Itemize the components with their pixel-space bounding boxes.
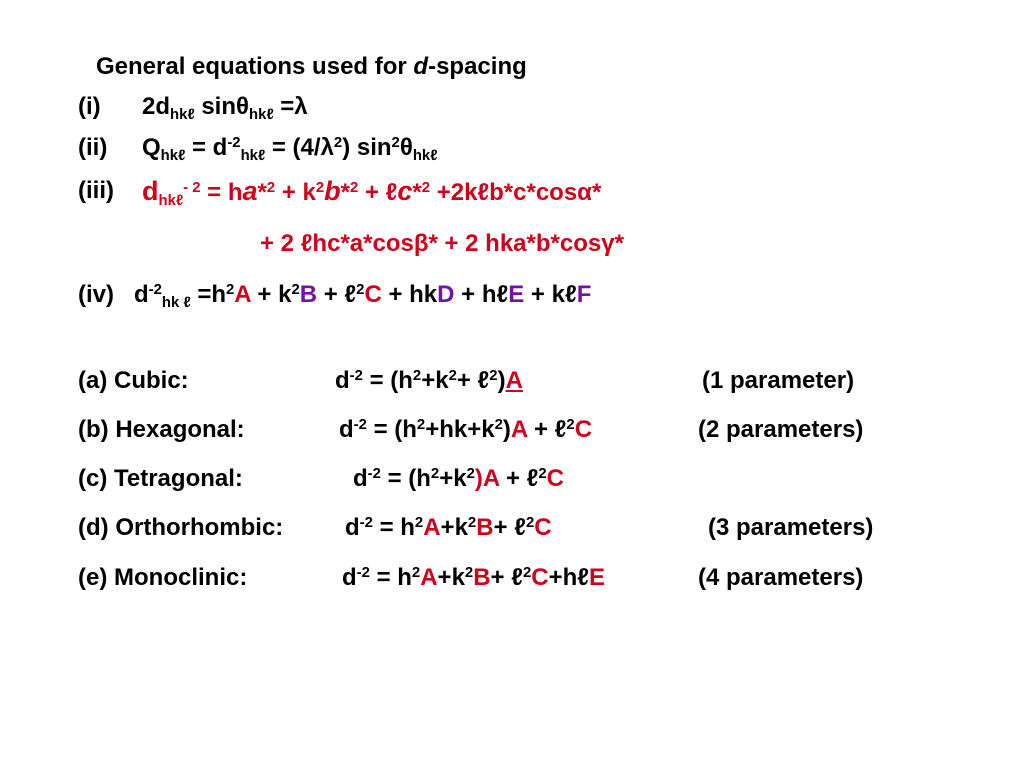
eq-sup: 2 <box>421 179 431 196</box>
title-prefix: General equations used for <box>96 53 414 80</box>
eq-text: ) <box>502 416 511 443</box>
eq-sup: 2 <box>356 281 365 298</box>
eq-sub: hkℓ <box>240 148 266 165</box>
title-d: d <box>413 53 429 80</box>
system-name: (d) Orthorhombic: <box>78 514 284 541</box>
eq-sup: 2 <box>333 134 343 151</box>
eq-text: B <box>473 564 491 591</box>
eq-text: + ℓ <box>490 564 523 591</box>
eq-sup: 2 <box>315 179 325 196</box>
eq-text: d <box>134 281 149 308</box>
eq-text: + kℓ <box>524 281 577 308</box>
eq-sup: 2 <box>412 367 422 384</box>
system-name: (c) Tetragonal: <box>78 465 243 492</box>
eq-text: C <box>364 281 382 308</box>
eq-text: d <box>335 367 350 394</box>
equation-iii-continuation <box>260 229 624 259</box>
eq-text: A <box>420 564 438 591</box>
eq-text: d <box>339 416 354 443</box>
eq-sup: -2 <box>367 465 381 482</box>
equation-body <box>142 176 601 208</box>
equation-label: (iv) <box>78 281 114 308</box>
eq-sup: -2 <box>353 416 367 433</box>
eq-sup: -2 <box>227 134 241 151</box>
eq-text: = (4/λ <box>265 134 334 161</box>
eq-sub: hkℓ <box>158 193 184 210</box>
eq-sub: hkℓ <box>248 107 274 124</box>
eq-sup: 2 <box>226 281 235 298</box>
eq-sup: 2 <box>538 465 547 482</box>
eq-sup: 2 <box>494 416 503 433</box>
system-params: (3 parameters) <box>708 514 874 541</box>
eq-text: θ <box>399 134 413 161</box>
eq-text: + k <box>250 281 292 308</box>
eq-text: d <box>142 176 159 206</box>
system-params: (2 parameters) <box>698 416 864 443</box>
eq-sup: 2 <box>448 367 457 384</box>
eq-text: = h <box>372 514 415 541</box>
equation-label: (i) <box>78 93 101 120</box>
system-name: (e) Monoclinic: <box>78 564 248 591</box>
eq-sup: 2 <box>522 564 532 581</box>
system-params: (4 parameters) <box>698 564 864 591</box>
eq-sup: 2 <box>466 465 475 482</box>
eq-text: ) sin <box>342 134 392 161</box>
eq-sup: 2 <box>430 465 440 482</box>
eq-text: +k <box>440 514 468 541</box>
eq-text: C <box>531 564 549 591</box>
system-equation <box>339 415 592 445</box>
eq-sup: 2 <box>464 564 474 581</box>
eq-text: d <box>353 465 368 492</box>
eq-text: * <box>340 179 350 206</box>
eq-sup: - 2 <box>183 179 201 196</box>
eq-text: E <box>589 564 606 591</box>
eq-text: sinθ <box>194 93 249 120</box>
equation-body <box>142 92 308 122</box>
eq-text: + ℓ <box>358 179 398 206</box>
eq-text: C <box>534 514 552 541</box>
eq-text: +k <box>421 367 449 394</box>
eq-text: + ℓ <box>499 465 539 492</box>
system-name: (a) Cubic: <box>78 367 189 394</box>
eq-text: * <box>412 179 422 206</box>
eq-text: + ℓ <box>317 281 357 308</box>
eq-sup: 2 <box>266 179 276 196</box>
eq-text: + ℓ <box>493 514 526 541</box>
system-equation <box>342 563 605 593</box>
eq-text: b <box>324 176 341 206</box>
eq-text: E <box>508 281 525 308</box>
eq-text: = d <box>185 134 228 161</box>
eq-text: +hk+k <box>425 416 495 443</box>
equation-body <box>142 133 437 163</box>
eq-text: +hℓ <box>548 564 589 591</box>
eq-text: ) <box>497 367 506 394</box>
eq-text: + hℓ <box>454 281 509 308</box>
eq-text: = h <box>369 564 412 591</box>
eq-text: A <box>510 416 528 443</box>
system-equation <box>335 366 523 396</box>
eq-text: + ℓ <box>456 367 490 394</box>
eq-text: +k <box>437 564 465 591</box>
title-suffix: -spacing <box>428 53 527 80</box>
equation-label: (ii) <box>78 134 108 161</box>
eq-sub: hkℓ <box>160 148 186 165</box>
eq-text: Q <box>142 134 161 161</box>
eq-sup: 2 <box>391 134 400 151</box>
eq-text: +k <box>439 465 467 492</box>
eq-text: c <box>397 176 413 206</box>
eq-sup: 2 <box>414 514 424 531</box>
eq-text: d <box>342 564 357 591</box>
eq-text: + k <box>275 179 316 206</box>
eq-sup: -2 <box>148 281 162 298</box>
system-equation <box>353 464 564 494</box>
eq-text: +2kℓb*c*cosα* <box>430 179 602 206</box>
eq-text: A <box>423 514 441 541</box>
equation-body <box>134 280 591 310</box>
system-params: (1 parameter) <box>702 367 855 394</box>
eq-sup: 2 <box>566 416 575 433</box>
equation-label: (iii) <box>78 177 114 204</box>
eq-text: a <box>242 176 258 206</box>
eq-sup: 2 <box>416 416 426 433</box>
eq-text: d <box>345 514 360 541</box>
eq-text: * <box>257 179 267 206</box>
eq-text: + ℓ <box>527 416 567 443</box>
eq-sup: 2 <box>350 179 359 196</box>
eq-text: = (h <box>362 367 413 394</box>
eq-sup: -2 <box>356 564 370 581</box>
eq-text: =λ <box>273 93 308 120</box>
eq-text: 2d <box>142 93 171 120</box>
eq-text: A <box>234 281 251 308</box>
eq-text: = h <box>200 179 243 206</box>
eq-sup: 2 <box>467 514 477 531</box>
eq-text: + 2 ℓhc*a*cosβ* + 2 hka*b*cosγ* <box>260 230 624 257</box>
eq-text: + hk <box>381 281 438 308</box>
eq-text: B <box>299 281 318 308</box>
eq-sup: 2 <box>489 367 498 384</box>
eq-text: B <box>476 514 494 541</box>
eq-sup: -2 <box>359 514 373 531</box>
eq-text: D <box>437 281 455 308</box>
eq-sup: 2 <box>411 564 421 581</box>
eq-sup: 2 <box>525 514 535 531</box>
eq-text: = (h <box>380 465 431 492</box>
slide-title <box>96 52 527 82</box>
eq-sup: 2 <box>291 281 300 298</box>
eq-text: F <box>576 281 592 308</box>
eq-text: C <box>546 465 565 492</box>
eq-sub: hkℓ <box>412 148 438 165</box>
eq-text: =h <box>190 281 227 308</box>
eq-sub: hkℓ <box>170 107 195 124</box>
eq-text: C <box>574 416 593 443</box>
eq-sub: hk ℓ <box>161 295 191 312</box>
eq-text: )A <box>474 465 500 492</box>
system-name: (b) Hexagonal: <box>78 416 245 443</box>
eq-sup: -2 <box>349 367 363 384</box>
eq-text: A <box>505 367 523 394</box>
eq-text: = (h <box>366 416 417 443</box>
system-equation <box>345 513 552 543</box>
